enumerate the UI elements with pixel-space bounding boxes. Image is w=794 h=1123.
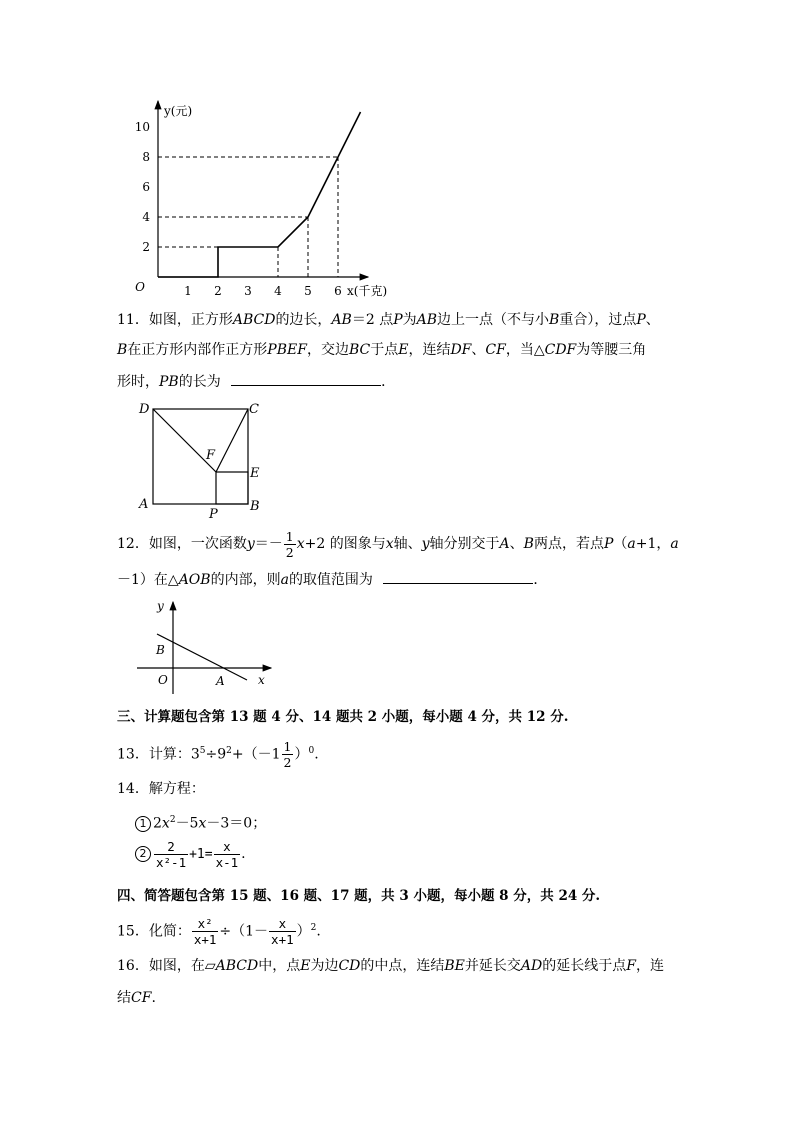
q15: 15．化简： $\frac{\text{x²}}{x+1}$ ÷（1－ $\frac{x}{x+1}$ ）$^2$.	[117, 916, 321, 948]
q12-line1: 12．如图，一次函数y＝－ $\frac{1}{2}$ x+2 的图象与x轴、y轴分别交于A、B两点，若点P（a+1，a	[117, 528, 679, 560]
x-tick-label: 1	[184, 284, 192, 298]
q11-line1: 11．如图，正方形ABCD的边长，AB＝2 点P为AB边上一点（不与小B重合），过点P、	[117, 312, 660, 328]
section-4-heading: 四、简答题包含第 15 题、16 题、17 题，共 3 小题，每小题 8 分，共 24 分.	[117, 888, 601, 904]
q13: 13．计算：$3^5\div 9^2+(-1$ $\frac{1}{2}$ ）$^0$.	[117, 739, 319, 771]
q11-answer-blank[interactable]	[231, 371, 381, 386]
circled-number-2: 2	[135, 846, 151, 862]
q12-figure	[135, 596, 275, 696]
origin-label: O	[135, 280, 145, 294]
label-c: C	[249, 402, 259, 417]
q11-figure	[135, 396, 270, 521]
q12-label-b: B	[156, 643, 165, 657]
q12-label-o: O	[158, 673, 168, 687]
section-3-heading: 三、计算题包含第 13 题 4 分、14 题共 2 小题，每小题 4 分，共 12 分.	[117, 709, 569, 725]
x-tick-label: 4	[274, 284, 282, 298]
label-b: B	[250, 499, 260, 514]
q12-line2: －1）在△AOB的内部，则a的取值范围为 ．	[117, 565, 677, 595]
label-d: D	[139, 402, 150, 417]
q12-label-a: A	[216, 674, 225, 688]
y-tick-label: 8	[142, 150, 150, 164]
q11-line3: 形时，PB的长为 ．	[117, 367, 677, 397]
square-pbef	[216, 472, 248, 504]
x-tick-label: 5	[304, 284, 312, 298]
q14-eq1: 1 $2x^2-5x-3=0$；	[135, 805, 695, 839]
x-tick-label: 3	[244, 284, 252, 298]
q12-line-graph	[157, 634, 247, 680]
x-tick-label: 2	[214, 284, 222, 298]
q12-label-y: y	[157, 599, 164, 613]
circled-number-1: 1	[135, 816, 151, 832]
q12-label-x: x	[258, 673, 265, 687]
label-p: P	[209, 507, 218, 521]
x-tick-label: 6	[334, 284, 342, 298]
price-graph	[120, 95, 420, 305]
label-a: A	[139, 497, 149, 512]
q16-line1: 16．如图，在▱ABCD中，点E为边CD的中点，连结BE并延长交AD的延长线于点F，连	[117, 958, 664, 974]
y-tick-label: 10	[134, 120, 150, 134]
label-e: E	[250, 466, 260, 481]
q11-line2: B在正方形内部作正方形PBEF，交边BC于点E，连结DF、CF，当△CDF为等腰三角	[117, 342, 647, 358]
y-axis-label: y(元)	[164, 104, 193, 118]
q14-eq2: 2 $\frac{2}{\text{x²-1}}$ +1= $\frac{x}{x-1}$ .	[135, 836, 695, 873]
x-axis-label: x(千克)	[347, 284, 388, 298]
y-tick-label: 6	[142, 180, 150, 194]
y-tick-label: 2	[142, 240, 150, 254]
y-tick-label: 4	[142, 210, 150, 224]
q12-answer-blank[interactable]	[383, 569, 533, 584]
q16-line2: 结CF.	[117, 990, 156, 1006]
price-function-line	[158, 112, 361, 277]
segment-cf	[216, 409, 248, 472]
q14-title: 14．解方程：	[117, 781, 205, 797]
label-f: F	[206, 448, 216, 463]
